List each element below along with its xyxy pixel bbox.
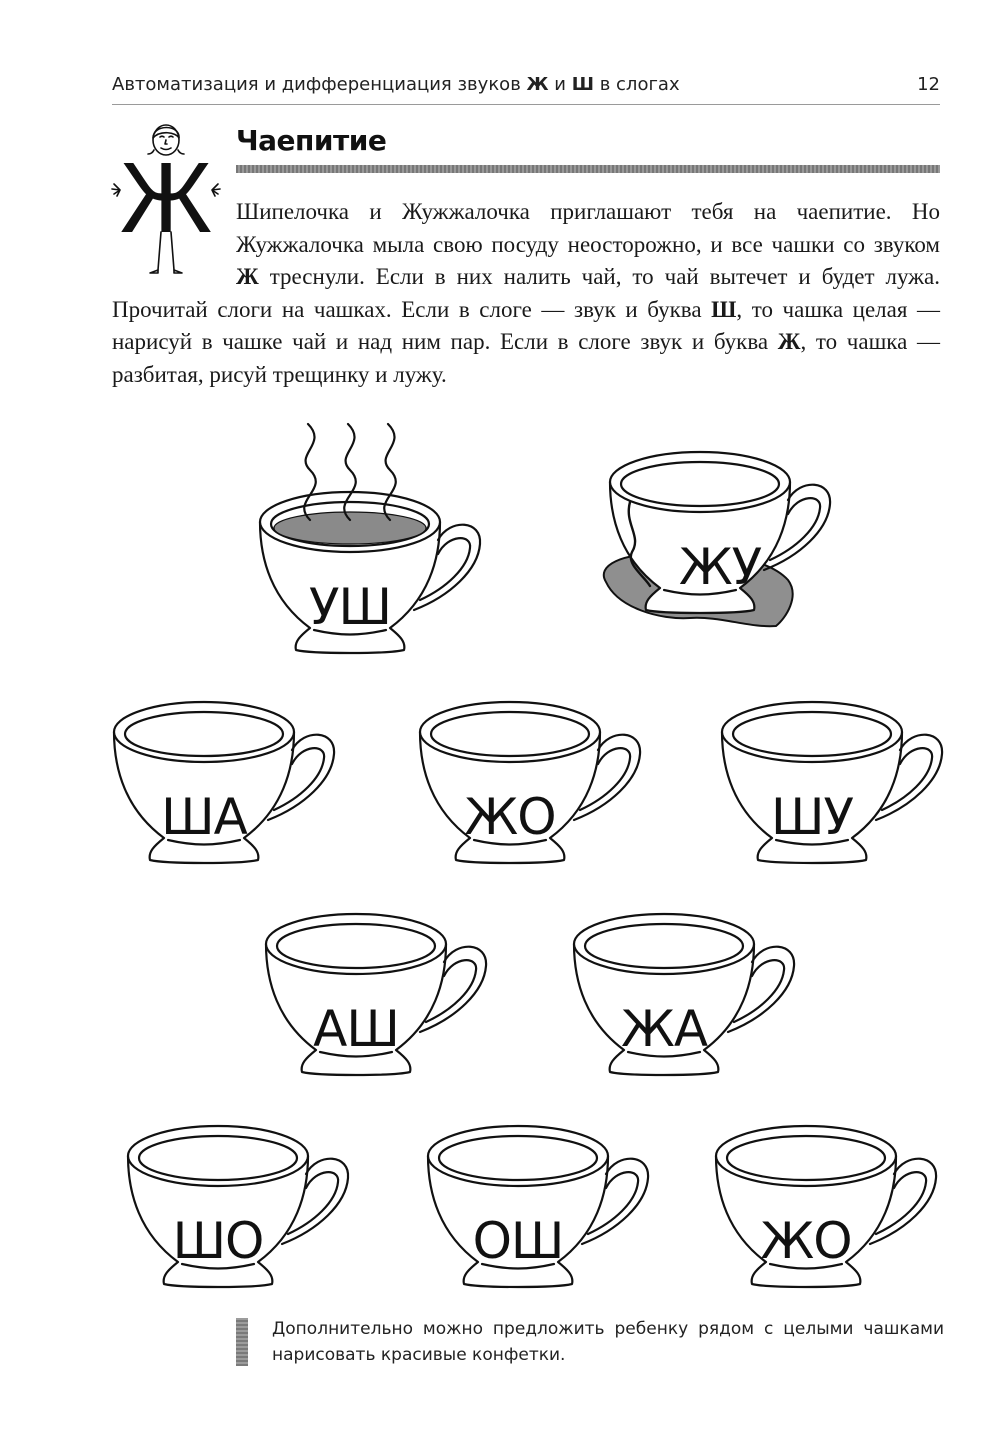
- header-letter-sh: Ш: [571, 74, 594, 95]
- cup-item[interactable]: [418, 1114, 658, 1314]
- cup-item[interactable]: [104, 690, 344, 890]
- header-title-text: Автоматизация и дифференциация звуков: [112, 74, 527, 95]
- instructions-letter-3: Ж: [777, 329, 801, 354]
- header-title-end: в слогах: [593, 74, 680, 95]
- page-number: 12: [917, 74, 940, 95]
- cup-syllable: ШО: [172, 1212, 264, 1270]
- cup-syllable: ЖО: [760, 1212, 852, 1270]
- cup-item[interactable]: [712, 690, 952, 890]
- instructions-letter-2: Ш: [711, 296, 737, 322]
- instructions-text-2: треснули. Если в них налить чай, то чай вытечет и будет лужа. Прочитай слоги на чашках. Если в слоге — звук и буква: [112, 264, 940, 322]
- cup-item[interactable]: [256, 902, 496, 1102]
- cup-syllable: ША: [161, 788, 247, 846]
- cup-item[interactable]: [706, 1114, 946, 1314]
- mascot-letter: Ж: [119, 142, 213, 254]
- section-title: Чаепитие: [236, 124, 387, 157]
- cup-filled-example: [250, 480, 490, 680]
- cup-item[interactable]: [118, 1114, 358, 1314]
- cup-syllable: ШУ: [771, 788, 853, 846]
- header-letter-zh: Ж: [526, 74, 549, 95]
- cup-item[interactable]: [410, 690, 650, 890]
- instructions-letter-1: Ж: [236, 264, 259, 289]
- cup-item[interactable]: [564, 902, 804, 1102]
- cup-syllable: ЖА: [620, 1000, 708, 1058]
- instructions-text-3: , то чашка целая — нарисуй в чашке чай и над ним пар. Если в слоге звук и буква: [112, 296, 940, 354]
- cup-syllable: УШ: [309, 578, 391, 636]
- instructions-text-1: Шипелочка и Жужжалочка приглашают тебя на чаепитие. Но Жужжалочка мыла свою посуду неосторожно, и все чашки со звуком: [236, 199, 940, 257]
- cup-syllable: АШ: [313, 1000, 399, 1058]
- cup-syllable: ЖУ: [678, 538, 762, 596]
- cup-syllable: ЖО: [464, 788, 556, 846]
- cup-broken-example: [600, 440, 840, 640]
- header-conjunction: и: [548, 74, 572, 95]
- teacher-note: Дополнительно можно предложить ребенку рядом с целыми чашками нарисовать красивые конфетки.: [272, 1319, 944, 1365]
- cup-syllable: ОШ: [472, 1212, 564, 1270]
- instructions-text-4: , то чашка — разбитая, рисуй трещинку и лужу.: [112, 329, 940, 387]
- note-marker: [236, 1318, 248, 1366]
